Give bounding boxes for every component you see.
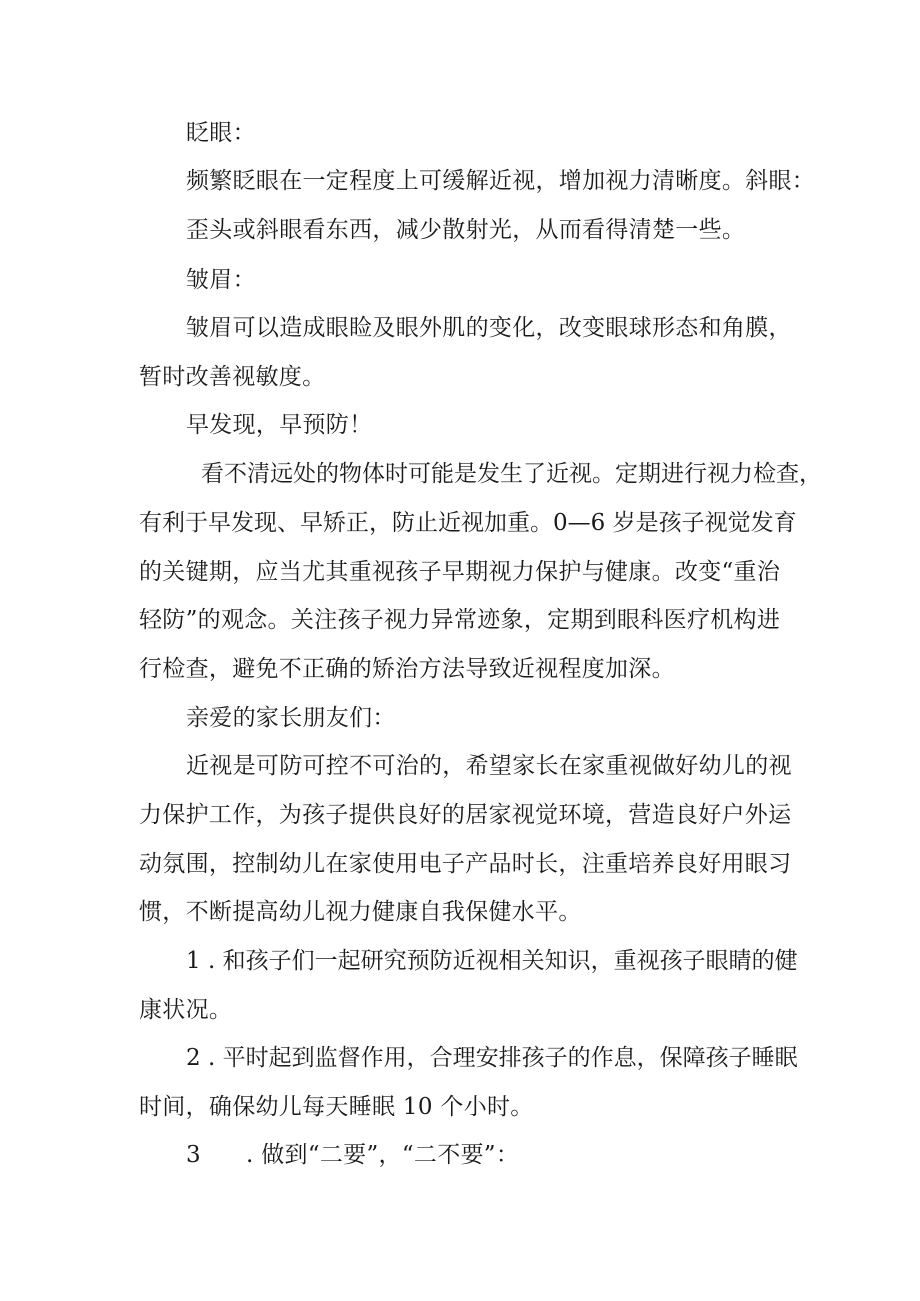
paragraph-line: 行检查，避免不正确的矫治方法导致近视程度加深。 <box>139 656 675 682</box>
paragraph-line: 力保护工作，为孩子提供良好的居家视觉环境，营造良好户外运 <box>139 802 792 828</box>
paragraph-line: 皱眉可以造成眼睑及眼外肌的变化，改变眼球形态和角膜， <box>186 315 792 341</box>
list-item: . 做到“二要”，“二不要”： <box>246 1142 520 1168</box>
paragraph-line: 皱眉： <box>186 267 256 293</box>
section-heading: 早发现，早预防！ <box>186 412 373 438</box>
list-item-continuation: 时间，确保幼儿每天睡眠 10 个小时。 <box>139 1094 534 1120</box>
paragraph-line: 轻防”的观念。关注孩子视力异常迹象，定期到眼科医疗机构进 <box>139 607 781 633</box>
list-item-continuation: 康状况。 <box>139 997 233 1023</box>
paragraph-line: 惯，不断提高幼儿视力健康自我保健水平。 <box>139 899 582 925</box>
list-item-number: 3 <box>186 1142 201 1168</box>
paragraph-line: 有利于早发现、早矫正，防止近视加重。0—6 岁是孩子视觉发育 <box>139 510 797 536</box>
paragraph-line: 歪头或斜眼看东西，减少散射光，从而看得清楚一些。 <box>186 217 746 243</box>
paragraph-line: 暂时改善视敏度。 <box>139 364 326 390</box>
paragraph-line: 动氛围，控制幼儿在家使用电子产品时长，注重培养良好用眼习 <box>139 851 792 877</box>
list-item: 1 . 和孩子们一起研究预防近视相关知识，重视孩子眼睛的健 <box>186 948 798 974</box>
paragraph-line: 眨眼： <box>186 120 256 146</box>
paragraph-line: 看不清远处的物体时可能是发生了近视。定期进行视力检查， <box>201 461 822 487</box>
paragraph-line: 的关键期，应当尤其重视孩子早期视力保护与健康。改变“重治 <box>139 559 781 585</box>
list-item: 2 . 平时起到监督作用，合理安排孩子的作息，保障孩子睡眠 <box>186 1045 798 1071</box>
salutation: 亲爱的家长朋友们： <box>186 705 396 731</box>
paragraph-line: 近视是可防可控不可治的，希望家长在家重视做好幼儿的视 <box>186 753 792 779</box>
paragraph-line: 频繁眨眼在一定程度上可缓解近视，增加视力清晰度。斜眼： <box>186 168 816 194</box>
